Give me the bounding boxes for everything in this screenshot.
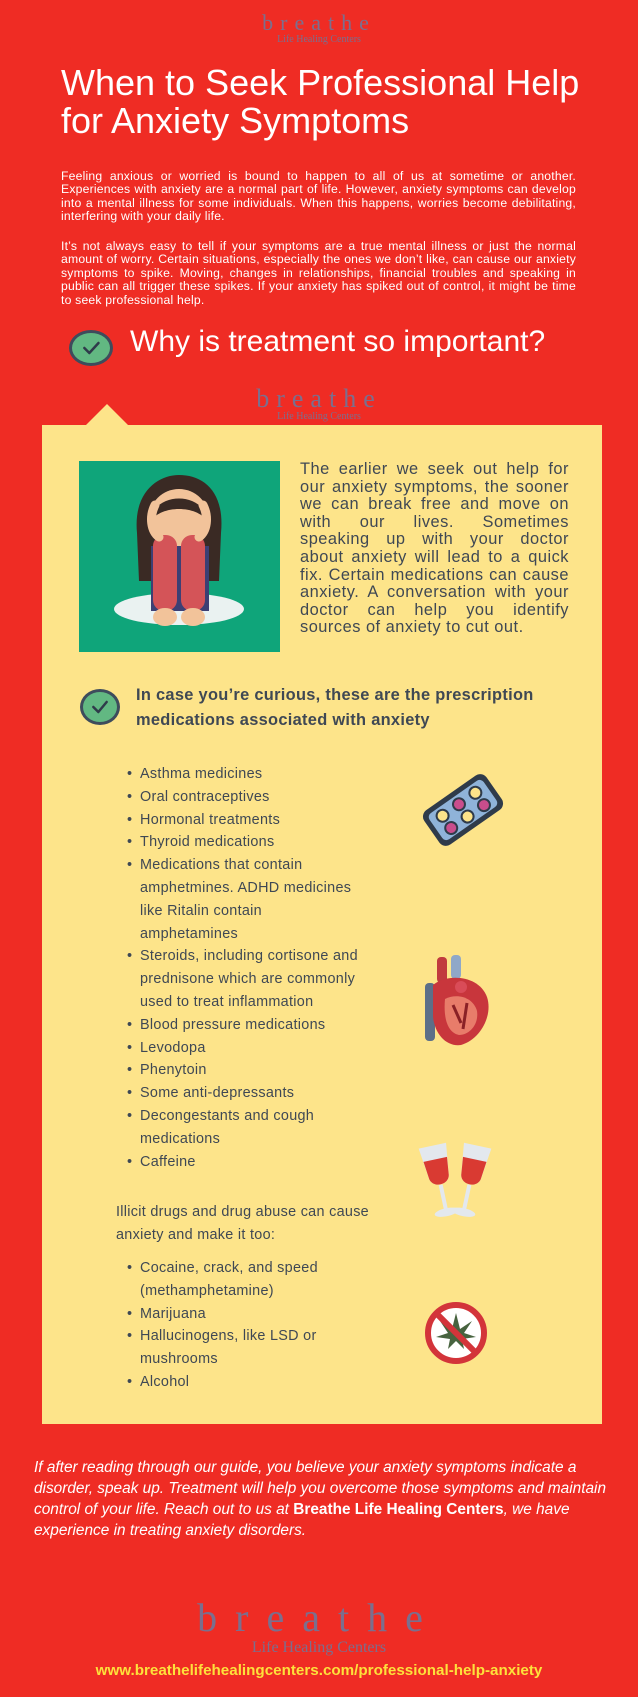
list-item: • Hormonal treatments bbox=[124, 809, 364, 832]
closing-text: If after reading through our guide, you believe your anxiety symptoms indicate a disorder, speak up. Treatment will help you overcome those symptoms and maintain control of your life. Reach out to us at bbox=[34, 1459, 607, 1518]
closing-text-end: , we have experience in treating anxiety disorders. bbox=[34, 1501, 570, 1539]
brand-subtitle: Life Healing Centers bbox=[277, 411, 361, 422]
heart-icon bbox=[417, 953, 497, 1058]
illicit-drugs-intro: Illicit drugs and drug abuse can cause anxiety and make it too: bbox=[116, 1204, 369, 1243]
medications-heading: In case you’re curious, these are the prescription medications associated with anxiety bbox=[136, 686, 534, 729]
brand-wordmark: breathe bbox=[256, 384, 382, 413]
brand-link-text: Breathe Life Healing Centers bbox=[293, 1501, 504, 1518]
illicit-drugs-list bbox=[124, 1257, 364, 1394]
list-item: • Thyroid medications bbox=[124, 831, 364, 854]
brand-wordmark: breathe bbox=[262, 10, 376, 35]
closing-paragraph bbox=[34, 1457, 609, 1541]
brand-subtitle: Life Healing Centers bbox=[251, 1639, 387, 1656]
intro-paragraph-2: It’s not always easy to tell if your symptoms are a true mental illness or just the normal amount of worry. Certain situations, especially the ones we don’t like, can cause our anxiety symptoms to spike. Moving, changes in relationships, financial troubles and speaking in public can all trigger these spikes. If your anxiety has spiked out of control, it might be time to seek professional help. bbox=[61, 239, 576, 307]
brand-logo-top bbox=[0, 12, 638, 45]
wine-glasses-icon bbox=[415, 1137, 495, 1232]
list-item: • Oral contraceptives bbox=[124, 786, 364, 809]
pill-pack-icon bbox=[417, 767, 509, 858]
brand-subtitle: Life Healing Centers bbox=[277, 34, 361, 45]
brand-logo-bottom bbox=[0, 1595, 638, 1656]
list-item: • Asthma medicines bbox=[124, 763, 364, 786]
list-item: • Caffeine bbox=[124, 1151, 364, 1174]
list-item: • Phenytoin bbox=[124, 1059, 364, 1082]
footer-url-link[interactable]: www.breathelifehealingcenters.com/professional-help-anxiety bbox=[95, 1662, 543, 1679]
checkmark-icon bbox=[69, 330, 113, 366]
no-drugs-icon bbox=[424, 1301, 488, 1370]
list-item: • Alcohol bbox=[124, 1371, 364, 1394]
medications-list bbox=[124, 763, 364, 1173]
brand-wordmark: breathe bbox=[197, 1595, 441, 1640]
list-item: • Steroids, including cortisone and prednisone which are commonly used to treat inflammation bbox=[124, 945, 364, 1013]
list-item: • Hallucinogens, like LSD or mushrooms bbox=[124, 1325, 364, 1371]
list-item: • Decongestants and cough medications bbox=[124, 1105, 364, 1151]
treatment-paragraph: The earlier we seek out help for our anxiety symptoms, the sooner we can break free and move on with our lives. Sometimes speaking up with your doctor about anxiety will lead to a quick fix. Certain medications can cause anxiety. A conversation with your doctor can help you identify sources of anxiety to cut out. bbox=[300, 460, 569, 637]
list-item: • Medications that contain amphetmines. ADHD medicines like Ritalin contain amphetamines bbox=[124, 854, 364, 945]
info-panel bbox=[42, 425, 602, 1424]
section-heading: Why is treatment so important? bbox=[130, 325, 546, 358]
intro-paragraph-1: Feeling anxious or worried is bound to happen to all of us at sometime or another. Experiences with anxiety are a normal part of life. However, anxiety symptoms can develop into a mental illness for some individuals. When this happens, worries become debilitating, interfering with your daily life. bbox=[61, 169, 576, 224]
brand-logo-middle bbox=[0, 386, 638, 422]
checkmark-icon bbox=[80, 689, 120, 725]
list-item: • Cocaine, crack, and speed (methamphetamine) bbox=[124, 1257, 364, 1303]
list-item: • Levodopa bbox=[124, 1037, 364, 1060]
anxious-person-illustration bbox=[79, 461, 280, 652]
list-item: • Blood pressure medications bbox=[124, 1014, 364, 1037]
list-item: • Some anti-depressants bbox=[124, 1082, 364, 1105]
list-item: • Marijuana bbox=[124, 1303, 364, 1326]
page-title: When to Seek Professional Help for Anxiety Symptoms bbox=[61, 62, 580, 141]
